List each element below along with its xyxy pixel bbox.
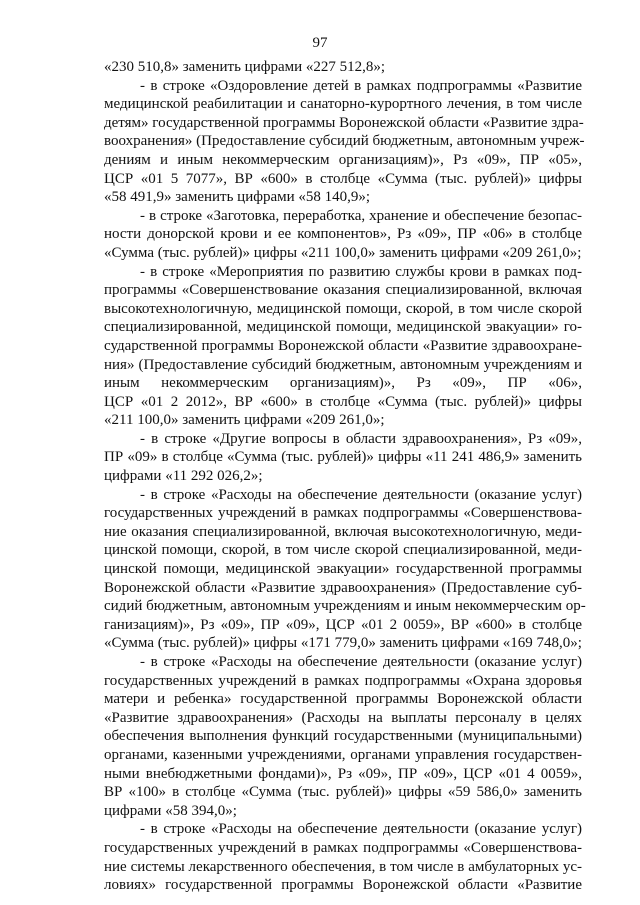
text-line: сидий бюджетным, автономным учреждениям и иным некоммерческим ор- xyxy=(104,598,586,615)
document-body xyxy=(104,58,586,895)
text-line: органами, казенными учреждениями, органами управления государствен- xyxy=(104,746,582,763)
text-line: детям» государственной программы Воронежской области «Развитие здра- xyxy=(104,114,584,131)
text-line: специализированной, медицинской помощи, медицинской эвакуации» го- xyxy=(104,319,582,336)
text-line: ЦСР «01 2 2012», ВР «600» в столбце «Сумма (тыс. рублей)» цифры xyxy=(104,393,582,410)
text-line: высокотехнологичную, медицинской помощи, скорой, в том числе скорой xyxy=(104,300,582,317)
text-line: - в строке «Мероприятия по развитию службы крови в рамках под- xyxy=(140,263,582,280)
text-line: цинской помощи, медицинской эвакуации» государственной программы xyxy=(104,561,582,578)
text-line: цифрами «11 292 026,2»; xyxy=(104,468,263,485)
text-line: - в строке «Заготовка, переработка, хранение и обеспечение безопас- xyxy=(140,207,582,224)
text-line: Воронежской области «Развитие здравоохранения» (Предоставление суб- xyxy=(104,579,582,596)
text-line: воохранения» (Предоставление субсидий бюджетным, автономным учреж- xyxy=(104,133,585,150)
text-line: иным некоммерческим организациям)», Рз «09», ПР «06», xyxy=(104,375,582,392)
text-line: государственных учреждений в рамках подпрограммы «Охрана здоровья xyxy=(104,672,582,689)
text-line: ности донорской крови и ее компонентов», Рз «09», ПР «06» в столбце xyxy=(104,226,582,243)
text-line: ными внебюджетными фондами)», Рз «09», ПР «09», ЦСР «01 4 0059», xyxy=(104,765,582,782)
text-line: - в строке «Расходы на обеспечение деятельности (оказание услуг) xyxy=(140,654,582,670)
text-line: ние оказания специализированной, включая высокотехнологичную, меди- xyxy=(104,523,582,540)
text-line: матери и ребенка» государственной программы Воронежской области xyxy=(104,691,582,708)
text-line: ЦСР «01 5 7077», ВР «600» в столбце «Сумма (тыс. рублей)» цифры xyxy=(104,170,582,187)
text-line: цифрами «58 394,0»; xyxy=(104,802,237,819)
text-line: цинской помощи, скорой, в том числе скорой специализированной, меди- xyxy=(104,542,582,559)
text-line: «211 100,0» заменить цифрами «209 261,0»; xyxy=(104,412,385,429)
text-line: ВР «100» в столбце «Сумма (тыс. рублей)» цифры «59 586,0» заменить xyxy=(104,784,582,801)
text-line: - в строке «Расходы на обеспечение деятельности (оказание услуг) xyxy=(140,486,582,503)
text-line: медицинской реабилитации и санаторно-курортного лечения, в том числе xyxy=(104,96,582,113)
text-line: «58 491,9» заменить цифрами «58 140,9»; xyxy=(104,189,371,206)
text-line: «Сумма (тыс. рублей)» цифры «171 779,0» заменить цифрами «169 748,0»; xyxy=(104,635,582,652)
text-line: «230 510,8» заменить цифрами «227 512,8»; xyxy=(104,59,386,75)
text-line: дениям и иным некоммерческим организациям)», Рз «09», ПР «05», xyxy=(104,151,582,168)
text-line: государственных учреждений в рамках подпрограммы «Совершенствова- xyxy=(104,505,582,522)
text-line: программы «Совершенствование оказания специализированной, включая xyxy=(104,282,582,299)
text-line: ловиях» государственной программы Воронежской области «Развитие xyxy=(104,877,582,894)
page-number: 97 xyxy=(312,35,328,51)
text-line: «Сумма (тыс. рублей)» цифры «211 100,0» заменить цифрами «209 261,0»; xyxy=(104,244,582,261)
text-line: - в строке «Другие вопросы в области здравоохранения», Рз «09», xyxy=(140,430,582,447)
text-line: сударственной программы Воронежской области «Развитие здравоохране- xyxy=(104,337,582,354)
text-line: «Развитие здравоохранения» (Расходы на выплаты персоналу в целях xyxy=(104,709,582,726)
text-line: ния» (Предоставление субсидий бюджетным, автономным учреждениям и xyxy=(104,356,582,373)
text-line: обеспечения выполнения функций государственными (муниципальными) xyxy=(104,728,582,745)
text-line: ние системы лекарственного обеспечения, в том числе в амбулаторных ус- xyxy=(104,858,582,875)
text-line: ПР «09» в столбце «Сумма (тыс. рублей)» цифры «11 241 486,9» заменить xyxy=(104,449,582,466)
text-line: государственных учреждений в рамках подпрограммы «Совершенствова- xyxy=(104,839,582,856)
text-line: ганизациям)», Рз «09», ПР «09», ЦСР «01 2 0059», ВР «600» в столбце xyxy=(104,616,582,633)
text-line: - в строке «Расходы на обеспечение деятельности (оказание услуг) xyxy=(140,821,582,838)
text-line: - в строке «Оздоровление детей в рамках подпрограммы «Развитие xyxy=(140,77,582,94)
